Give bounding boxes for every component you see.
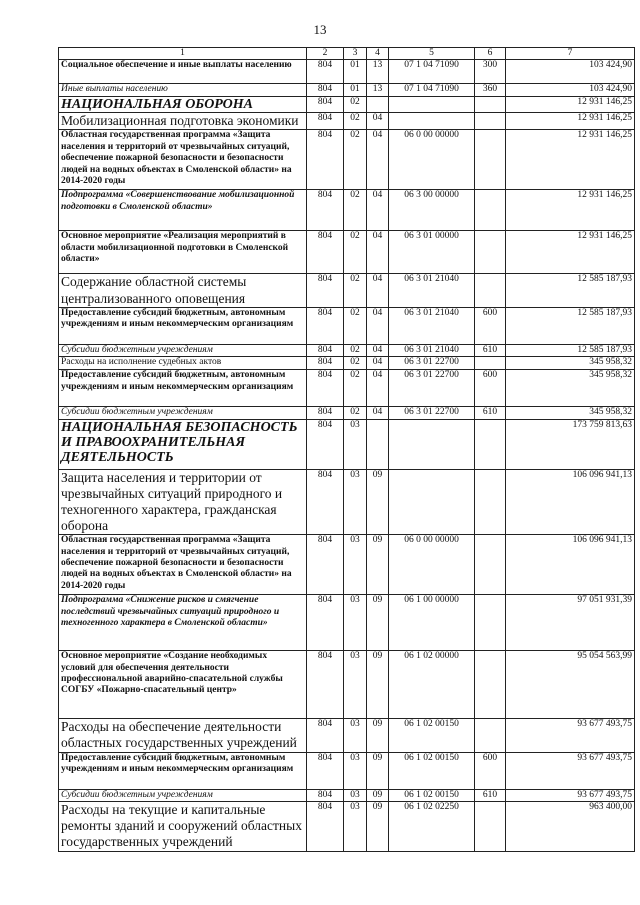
cell-amount: 103 424,90 xyxy=(506,84,635,96)
cell-vr xyxy=(475,719,506,752)
cell-vr: 610 xyxy=(475,789,506,801)
cell-csr xyxy=(389,419,475,469)
cell-csr: 06 3 01 22700 xyxy=(389,357,475,370)
row-name: Расходы на исполнение судебных актов xyxy=(59,357,307,370)
cell-gr: 804 xyxy=(307,535,344,595)
cell-vr xyxy=(475,96,506,112)
cell-csr: 06 3 01 21040 xyxy=(389,274,475,307)
cell-gr: 804 xyxy=(307,469,344,535)
cell-rz: 02 xyxy=(344,231,367,274)
cell-amount: 95 054 563,99 xyxy=(506,651,635,719)
table-row xyxy=(59,719,635,752)
cell-amount: 106 096 941,13 xyxy=(506,535,635,595)
cell-pr: 09 xyxy=(367,469,389,535)
cell-rz: 01 xyxy=(344,84,367,96)
table-row xyxy=(59,60,635,84)
table-row xyxy=(59,370,635,407)
row-name: Субсидии бюджетным учреждениям xyxy=(59,407,307,419)
row-name: Предоставление субсидий бюджетным, автономным учреждениям и иным некоммерческим организациям xyxy=(59,370,307,407)
cell-rz: 03 xyxy=(344,595,367,651)
cell-gr: 804 xyxy=(307,595,344,651)
cell-amount: 173 759 813,63 xyxy=(506,419,635,469)
row-name: Расходы на обеспечение деятельности областных государственных учреждений xyxy=(59,719,307,752)
cell-pr: 04 xyxy=(367,231,389,274)
cell-vr xyxy=(475,274,506,307)
cell-vr xyxy=(475,651,506,719)
row-name: Защита населения и территории от чрезвычайных ситуаций природного и техногенного характера, гражданская оборона xyxy=(59,469,307,535)
column-header: 2 xyxy=(307,48,344,60)
table-row xyxy=(59,113,635,130)
cell-rz: 03 xyxy=(344,469,367,535)
cell-vr xyxy=(475,113,506,130)
cell-pr: 04 xyxy=(367,370,389,407)
cell-pr: 09 xyxy=(367,595,389,651)
cell-vr: 360 xyxy=(475,84,506,96)
cell-csr: 06 1 02 02250 xyxy=(389,802,475,852)
row-name: Предоставление субсидий бюджетным, автономным учреждениям и иным некоммерческим организациям xyxy=(59,307,307,344)
cell-csr: 06 3 00 00000 xyxy=(389,190,475,231)
cell-pr: 04 xyxy=(367,344,389,356)
cell-amount: 12 931 146,25 xyxy=(506,96,635,112)
cell-vr xyxy=(475,419,506,469)
table-row xyxy=(59,651,635,719)
table-row xyxy=(59,407,635,419)
table-row xyxy=(59,789,635,801)
cell-gr: 804 xyxy=(307,113,344,130)
row-name: НАЦИОНАЛЬНАЯ БЕЗОПАСНОСТЬ И ПРАВООХРАНИТЕЛЬНАЯ ДЕЯТЕЛЬНОСТЬ xyxy=(59,419,307,469)
table-row xyxy=(59,344,635,356)
cell-pr: 09 xyxy=(367,651,389,719)
cell-gr: 804 xyxy=(307,752,344,789)
cell-csr: 06 1 02 00150 xyxy=(389,789,475,801)
cell-csr: 07 1 04 71090 xyxy=(389,84,475,96)
cell-gr: 804 xyxy=(307,419,344,469)
cell-gr: 804 xyxy=(307,651,344,719)
cell-gr: 804 xyxy=(307,130,344,190)
column-header: 4 xyxy=(367,48,389,60)
cell-pr: 04 xyxy=(367,274,389,307)
cell-vr xyxy=(475,357,506,370)
cell-vr: 610 xyxy=(475,407,506,419)
table-row xyxy=(59,231,635,274)
cell-csr: 06 1 02 00150 xyxy=(389,752,475,789)
cell-rz: 03 xyxy=(344,419,367,469)
cell-rz: 02 xyxy=(344,307,367,344)
cell-pr: 09 xyxy=(367,752,389,789)
table-row xyxy=(59,96,635,112)
cell-amount: 345 958,32 xyxy=(506,407,635,419)
cell-csr: 06 0 00 00000 xyxy=(389,535,475,595)
table-row xyxy=(59,469,635,535)
header-row xyxy=(59,48,635,60)
cell-pr: 09 xyxy=(367,719,389,752)
row-name: Иные выплаты населению xyxy=(59,84,307,96)
cell-pr xyxy=(367,96,389,112)
cell-rz: 02 xyxy=(344,407,367,419)
cell-csr xyxy=(389,96,475,112)
cell-gr: 804 xyxy=(307,789,344,801)
row-name: Содержание областной системы централизованного оповещения xyxy=(59,274,307,307)
cell-amount: 12 931 146,25 xyxy=(506,113,635,130)
table-row xyxy=(59,357,635,370)
cell-gr: 804 xyxy=(307,370,344,407)
cell-vr xyxy=(475,130,506,190)
cell-csr: 06 3 01 21040 xyxy=(389,344,475,356)
cell-csr: 06 1 02 00000 xyxy=(389,651,475,719)
cell-pr: 04 xyxy=(367,130,389,190)
cell-amount: 106 096 941,13 xyxy=(506,469,635,535)
budget-table xyxy=(58,47,635,852)
cell-amount: 12 585 187,93 xyxy=(506,344,635,356)
cell-amount: 963 400,00 xyxy=(506,802,635,852)
cell-csr xyxy=(389,113,475,130)
cell-csr: 06 3 01 22700 xyxy=(389,370,475,407)
cell-vr xyxy=(475,802,506,852)
column-header: 6 xyxy=(475,48,506,60)
row-name: Субсидии бюджетным учреждениям xyxy=(59,789,307,801)
cell-pr: 13 xyxy=(367,60,389,84)
cell-gr: 804 xyxy=(307,84,344,96)
table-row xyxy=(59,130,635,190)
cell-rz: 02 xyxy=(344,274,367,307)
cell-gr: 804 xyxy=(307,231,344,274)
table-row xyxy=(59,752,635,789)
row-name: Субсидии бюджетным учреждениям xyxy=(59,344,307,356)
table-row xyxy=(59,190,635,231)
cell-amount: 93 677 493,75 xyxy=(506,789,635,801)
cell-amount: 12 931 146,25 xyxy=(506,130,635,190)
cell-gr: 804 xyxy=(307,307,344,344)
cell-rz: 03 xyxy=(344,535,367,595)
cell-csr: 06 3 01 00000 xyxy=(389,231,475,274)
cell-rz: 02 xyxy=(344,370,367,407)
cell-gr: 804 xyxy=(307,802,344,852)
cell-amount: 12 931 146,25 xyxy=(506,190,635,231)
row-name: Социальное обеспечение и иные выплаты населению xyxy=(59,60,307,84)
cell-amount: 12 931 146,25 xyxy=(506,231,635,274)
cell-amount: 12 585 187,93 xyxy=(506,274,635,307)
table-row xyxy=(59,419,635,469)
cell-pr: 09 xyxy=(367,535,389,595)
cell-vr: 610 xyxy=(475,344,506,356)
column-header: 5 xyxy=(389,48,475,60)
row-name: Областная государственная программа «Защита населения и территорий от чрезвычайных ситуаций, обеспечение пожарной безопасности и безопасности людей на водных объектах в Смоленской области» на 2014-2020 годы xyxy=(59,535,307,595)
cell-csr: 06 1 02 00150 xyxy=(389,719,475,752)
cell-gr: 804 xyxy=(307,719,344,752)
cell-rz: 02 xyxy=(344,357,367,370)
row-name: Предоставление субсидий бюджетным, автономным учреждениям и иным некоммерческим организациям xyxy=(59,752,307,789)
cell-amount: 103 424,90 xyxy=(506,60,635,84)
cell-rz: 03 xyxy=(344,789,367,801)
cell-vr xyxy=(475,595,506,651)
cell-gr: 804 xyxy=(307,344,344,356)
row-name: Подпрограмма «Совершенствование мобилизационной подготовки в Смоленской области» xyxy=(59,190,307,231)
cell-pr: 04 xyxy=(367,307,389,344)
row-name: Расходы на текущие и капитальные ремонты зданий и сооружений областных государственных учреждений xyxy=(59,802,307,852)
cell-csr: 07 1 04 71090 xyxy=(389,60,475,84)
cell-gr: 804 xyxy=(307,60,344,84)
cell-gr: 804 xyxy=(307,190,344,231)
table-row xyxy=(59,307,635,344)
cell-gr: 804 xyxy=(307,407,344,419)
cell-amount: 12 585 187,93 xyxy=(506,307,635,344)
row-name: Основное мероприятие «Реализация мероприятий в области мобилизационной подготовки в Смоленской области» xyxy=(59,231,307,274)
cell-pr: 04 xyxy=(367,407,389,419)
table-row xyxy=(59,802,635,852)
cell-rz: 02 xyxy=(344,190,367,231)
cell-amount: 97 051 931,39 xyxy=(506,595,635,651)
table-row xyxy=(59,84,635,96)
cell-rz: 03 xyxy=(344,719,367,752)
row-name: Подпрограмма «Снижение рисков и смягчение последствий чрезвычайных ситуаций природного и техногенного характера в Смоленской области» xyxy=(59,595,307,651)
cell-vr: 600 xyxy=(475,307,506,344)
row-name: Основное мероприятие «Создание необходимых условий для обеспечения деятельности профессиональной аварийно-спасательной службы СОГБУ «Пожарно-спасательный центр» xyxy=(59,651,307,719)
cell-vr xyxy=(475,231,506,274)
cell-csr xyxy=(389,469,475,535)
cell-vr xyxy=(475,535,506,595)
cell-rz: 03 xyxy=(344,802,367,852)
cell-pr xyxy=(367,419,389,469)
cell-amount: 93 677 493,75 xyxy=(506,752,635,789)
cell-gr: 804 xyxy=(307,274,344,307)
cell-rz: 03 xyxy=(344,651,367,719)
cell-pr: 13 xyxy=(367,84,389,96)
table-row xyxy=(59,535,635,595)
cell-pr: 09 xyxy=(367,802,389,852)
cell-gr: 804 xyxy=(307,96,344,112)
cell-pr: 04 xyxy=(367,190,389,231)
cell-pr: 04 xyxy=(367,113,389,130)
cell-vr: 600 xyxy=(475,752,506,789)
cell-vr: 300 xyxy=(475,60,506,84)
cell-vr xyxy=(475,469,506,535)
cell-rz: 03 xyxy=(344,752,367,789)
cell-vr xyxy=(475,190,506,231)
cell-amount: 345 958,32 xyxy=(506,357,635,370)
cell-rz: 01 xyxy=(344,60,367,84)
cell-csr: 06 0 00 00000 xyxy=(389,130,475,190)
row-name: Мобилизационная подготовка экономики xyxy=(59,113,307,130)
row-name: Областная государственная программа «Защита населения и территорий от чрезвычайных ситуаций, обеспечение пожарной безопасности и безопасности людей на водных объектах в Смоленской области» на 2014-2020 годы xyxy=(59,130,307,190)
page-number: 13 xyxy=(313,22,327,37)
column-header: 1 xyxy=(59,48,307,60)
cell-amount: 93 677 493,75 xyxy=(506,719,635,752)
cell-csr: 06 1 00 00000 xyxy=(389,595,475,651)
cell-gr: 804 xyxy=(307,357,344,370)
cell-vr: 600 xyxy=(475,370,506,407)
row-name: НАЦИОНАЛЬНАЯ ОБОРОНА xyxy=(59,96,307,112)
cell-csr: 06 3 01 22700 xyxy=(389,407,475,419)
cell-csr: 06 3 01 21040 xyxy=(389,307,475,344)
cell-rz: 02 xyxy=(344,113,367,130)
cell-pr: 09 xyxy=(367,789,389,801)
table-row xyxy=(59,274,635,307)
cell-rz: 02 xyxy=(344,130,367,190)
cell-rz: 02 xyxy=(344,96,367,112)
column-header: 7 xyxy=(506,48,635,60)
cell-amount: 345 958,32 xyxy=(506,370,635,407)
cell-rz: 02 xyxy=(344,344,367,356)
column-header: 3 xyxy=(344,48,367,60)
cell-pr: 04 xyxy=(367,357,389,370)
table-row xyxy=(59,595,635,651)
